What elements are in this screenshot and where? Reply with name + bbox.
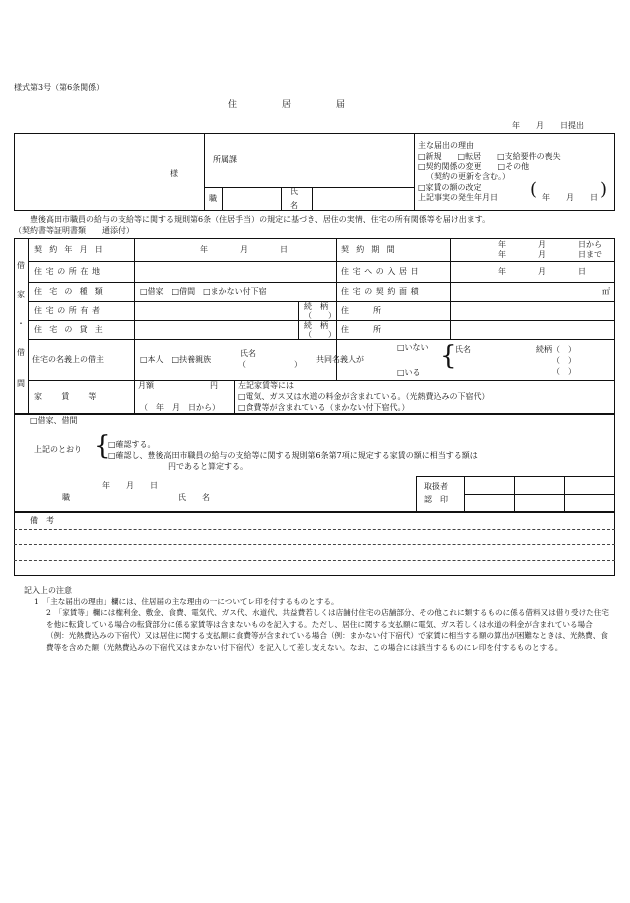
shozoku-label: 所属課: [213, 155, 237, 164]
area-unit: ㎡: [602, 287, 610, 296]
intro-line1: 豊後高田市職員の給与の支給等に関する規則第6条（住居手当）の規定に基づき、居住の実情、住宅の所有関係等を届け出ます。: [30, 215, 491, 224]
form-number: 様式第3号（第6条関係）: [14, 83, 105, 92]
confirm-shoku: 職: [62, 493, 70, 502]
type-label: 住宅の種類: [34, 287, 110, 296]
lender-relation-paren[interactable]: （ ）: [304, 330, 336, 339]
side-label-4: 借: [17, 348, 25, 357]
rent-opt2[interactable]: □食費等が含まれている（まかない付下宿代。）: [238, 403, 410, 412]
confirm-date[interactable]: 年 月 日: [102, 481, 158, 490]
note-2: 2 「家賃等」欄には権利金、敷金、食費、電気代、ガス代、水道代、共益費若しくは店舗付住宅の店舗部分、その他これに類するものに係る借料又は借り受けた住宅を他に転貸している場合の転貸部分に係る家賃等は含まないものを記入する。ただし、居住に関する支払額に電気、ガス若しくは水道の料金が含まれている場合（例：光熱費込みの下宿代）又は居住に関する支払額に食費等が含まれている場合（例：まかない付下宿代）で家賃に相当する額の算出が困難なときは、光熱費、食費等を含めた額（光熱費込みの下宿代又はまかない付下宿代）を記入して差し支えない。なお、この場合には該当するものにレ印を付するものとする。: [46, 608, 609, 652]
period-from[interactable]: 年 月 日から: [498, 240, 602, 249]
move-in-label: 住宅への入居日: [341, 267, 423, 276]
side-label-5: 間: [17, 379, 25, 388]
owner-label: 住宅の所有者: [34, 306, 104, 315]
owner-address-label: 住 所: [341, 306, 381, 315]
owner-relation-label: 続 柄: [304, 302, 328, 311]
shoku-label: 職: [209, 194, 217, 203]
rent-includes: 左記家賃等には: [238, 381, 294, 390]
lender-relation-label: 続 柄: [304, 321, 328, 330]
nominal-name-label: 氏名: [240, 349, 256, 358]
co-relation-1[interactable]: 続柄（ ）: [536, 345, 576, 354]
confirm-brace-icon: {: [94, 431, 111, 461]
occur-date[interactable]: 年 月 日: [542, 193, 598, 202]
shimei-label-1: 氏: [290, 187, 298, 196]
confirm-joki: 上記のとおり: [34, 445, 82, 454]
intro-line2: （契約書等証明書類 通添付）: [14, 226, 134, 235]
reason-row5: 上記事実の発生年月日: [418, 193, 498, 202]
notes-title: 記入上の注意: [24, 586, 72, 595]
nominal-options[interactable]: □本人 □扶養親族: [140, 355, 212, 364]
bracket-left-icon: (: [530, 179, 538, 200]
brace-left-icon: {: [440, 341, 457, 371]
handler-label-2: 認 印: [424, 495, 448, 504]
header-block: [14, 133, 615, 211]
type-options[interactable]: □借家 □借間 □まかない付下宿: [140, 287, 267, 296]
period-to[interactable]: 年 月 日まで: [498, 250, 602, 259]
move-in-value[interactable]: 年 月 日: [498, 267, 586, 276]
reason-row2[interactable]: □契約関係の変更 □その他: [418, 162, 530, 171]
co-name-label: 氏名: [455, 345, 471, 354]
rent-label: 家賃等: [34, 392, 116, 401]
biko-label: 備 考: [30, 516, 54, 525]
co-none-checkbox[interactable]: □いない: [397, 343, 429, 352]
co-exists-checkbox[interactable]: □いる: [397, 368, 421, 377]
confirm-block: [14, 414, 615, 512]
lender-label: 住宅の貸主: [34, 325, 110, 334]
side-label-1: 借: [17, 261, 25, 270]
rent-from[interactable]: （ 年 月 日から）: [140, 403, 220, 412]
confirm-opt2[interactable]: □確認し、豊後高田市職員の給与の支給等に関する規則第6条第7項に規定する家賃の額に相当する額は: [108, 451, 478, 460]
side-label-2: 家: [17, 290, 25, 299]
contract-period-label: 契約期間: [341, 245, 402, 254]
side-label-3: ・: [17, 319, 25, 328]
contract-date-value[interactable]: 年 月 日: [200, 245, 288, 254]
reason-row1[interactable]: □新規 □転居 □支給要件の喪失: [418, 152, 561, 161]
submission-date: 年 月 日提出: [512, 121, 584, 130]
confirm-shakuya[interactable]: □借家、借間: [30, 416, 78, 425]
nominal-name-paren[interactable]: （ ）: [238, 360, 302, 369]
reason-row3: （契約の更新を含む。）: [426, 172, 510, 181]
confirm-shimei: 氏 名: [178, 493, 210, 502]
reason-row4[interactable]: □家賃の額の改定: [418, 183, 482, 192]
rent-monthly[interactable]: 月額 円: [138, 381, 218, 390]
co-nominal-label: 共同名義人が: [316, 355, 364, 364]
co-relation-3[interactable]: （ ）: [552, 367, 576, 376]
bracket-right-icon: ): [600, 179, 608, 200]
shimei-label-2: 名: [290, 201, 298, 210]
handler-label-1: 取扱者: [424, 482, 448, 491]
reasons-title: 主な届出の理由: [418, 141, 474, 150]
confirm-opt1[interactable]: □確認する。: [108, 440, 156, 449]
lender-address-label: 住 所: [341, 325, 381, 334]
nominal-label: 住宅の名義上の借主: [32, 355, 104, 364]
sama-label: 様: [170, 169, 178, 178]
owner-relation-paren[interactable]: （ ）: [304, 311, 336, 320]
note-1: 1 「主な届出の理由」欄には、住居届の主な理由の一についてレ印を付するものとする。: [34, 597, 339, 606]
rent-opt1[interactable]: □電気、ガス又は水道の料金が含まれている。（光熱費込みの下宿代）: [238, 392, 490, 401]
confirm-opt2b: 円であると算定する。: [168, 462, 248, 471]
location-label: 住宅の所在地: [34, 267, 104, 276]
form-title: 住 居 届: [228, 100, 346, 110]
contract-date-label: 契約年月日: [34, 245, 110, 254]
co-relation-2[interactable]: （ ）: [552, 356, 576, 365]
area-label: 住宅の契約面積: [341, 287, 423, 296]
